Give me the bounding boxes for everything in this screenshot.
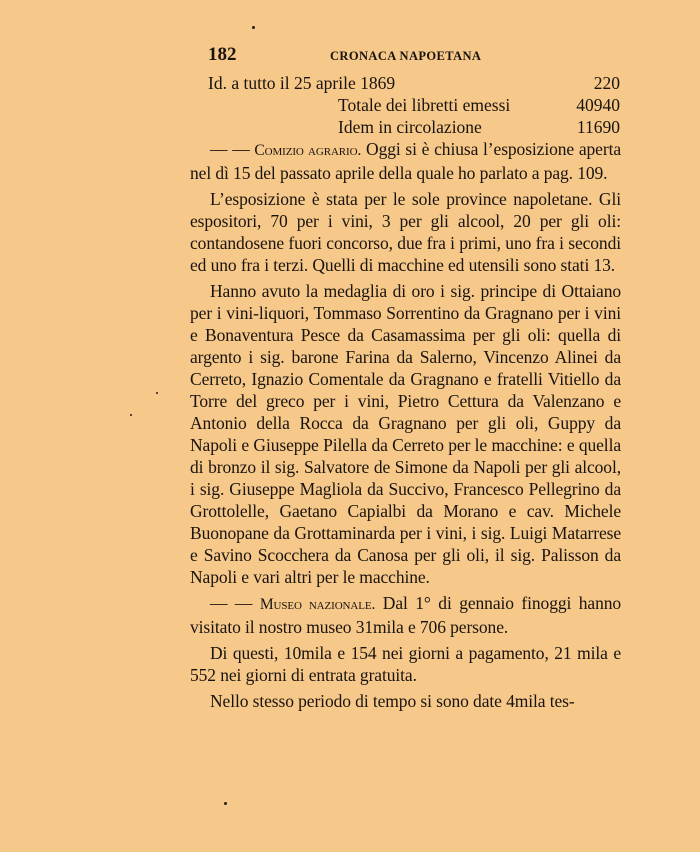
section-dash: — — xyxy=(210,139,250,159)
paper-speck xyxy=(252,26,255,29)
running-title: CRONACA NAPOETANA xyxy=(330,49,482,63)
paragraph: L’esposizione è stata per le sole province napoletane. Gli espositori, 70 per i vini, 3 per gli alcool, 20 per gli oli: contandosene fuori concorso, due fra i primi, uno fra i secondi ed uno fra i terzi. Quelli di macchine ed utensili sono stati 13. xyxy=(190,189,621,275)
stat-label: Totale dei libretti emessi xyxy=(338,95,511,115)
stat-row xyxy=(208,116,620,138)
paragraph: Hanno avuto la medaglia di oro i sig. principe di Ottaiano per i vini-liquori, Tommaso Sorrentino da Gragnano per i vini e Bonaventura Pesce da Casamassima per gli oli: quella di argento i sig. barone Farina da Salerno, Vincenzo Alinei da Cerreto, Ignazio Comentale da Gragnano e fratelli Vitiello da Torre del greco per i vini, Pietro Cettura da Valenzano e Antonio della Rocca da Gragnano per gli oli, Guppy da Napoli e Giuseppe Pilella da Cerreto per le macchine: e quella di bronzo il sig. Salvatore de Simone da Napoli per gli alcool, i sig. Giuseppe Magliola da Succivo, Francesco Pellegrino da Grottolelle, Gaetano Capialbi da Morano e cav. Michele Buonopane da Grottaminarda per i vini, i sig. Luigi Matarrese e Savino Scocchera da Canosa per gli oli, il sig. Palisson da Napoli e vari altri per le macchine. xyxy=(190,281,621,587)
paper-speck xyxy=(224,802,227,805)
stat-value: 11690 xyxy=(576,117,620,137)
stat-value: 220 xyxy=(593,73,620,93)
section-heading-comizio-agrario: Comizio agrario. xyxy=(254,142,362,159)
paper-speck xyxy=(130,414,132,416)
paper-speck xyxy=(156,392,158,394)
stat-row xyxy=(208,94,620,116)
paragraph: Di questi, 10mila e 154 nei giorni a pagamento, 21 mila e 552 nei giorni di entrata gratuita. xyxy=(190,643,621,685)
page-header xyxy=(208,44,620,68)
museo-paragraph xyxy=(190,592,621,638)
paragraph-text: Oggi si è chiusa l’esposizione aperta nel dì 15 del passato aprile della quale ho parlato a pag. 109. xyxy=(190,139,622,183)
stat-row xyxy=(208,72,620,94)
paragraph: Nello stesso periodo di tempo si sono date 4mila tes- xyxy=(210,691,575,711)
stats-table xyxy=(208,72,620,138)
stat-label: Idem in circolazione xyxy=(338,117,482,137)
stat-label: Id. a tutto il 25 aprile 1869 xyxy=(208,73,396,93)
section-dash: — — xyxy=(210,593,253,613)
section-heading-museo-nazionale: Museo nazionale. xyxy=(259,596,376,613)
paragraph-text: Dal 1° di gennaio finoggi hanno visitato il nostro museo 31mila e 706 persone. xyxy=(190,593,622,637)
comizio-paragraph xyxy=(190,138,621,184)
article-body xyxy=(190,138,621,716)
page-number: 182 xyxy=(208,44,237,65)
stat-value: 40940 xyxy=(576,95,620,115)
